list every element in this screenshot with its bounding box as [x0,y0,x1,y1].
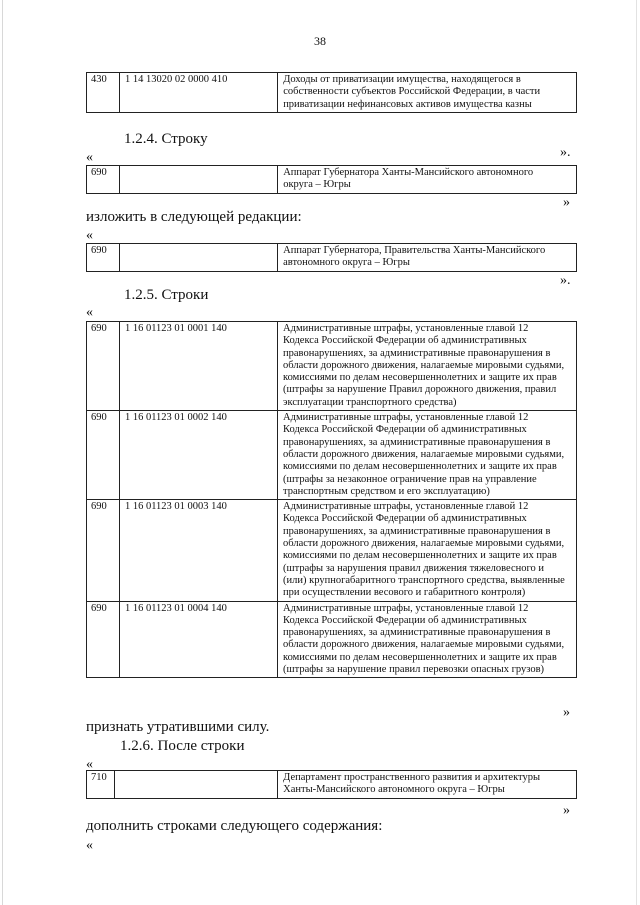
admin-code-cell: 690 [87,500,120,601]
description-line: автономного округа – Югры [283,257,410,269]
closing-quote: ». [560,145,571,160]
description-line: области дорожного движения, налагаемые мировыми судьями, [283,359,565,371]
description-cell [278,771,577,799]
description-line: Кодекса Российской Федерации об административных [283,614,527,626]
table-row [87,500,577,601]
description-line: комиссиями по делам несовершеннолетних и защите их прав [283,372,557,384]
description-line: Аппарат Губернатора Ханты-Мансийского автономного [283,167,534,178]
admin-code-cell: 690 [87,411,120,500]
kbk-code-cell: 1 14 13020 02 0000 410 [119,73,277,113]
closing-quote: » [563,195,570,210]
description-cell [278,73,577,113]
description-line: Департамент пространственного развития и архитектуры [283,772,541,783]
closing-quote: » [563,705,570,720]
kbk-code-cell [119,166,277,194]
description-line: Административные штрафы, установленные главой 12 [283,501,529,513]
description-cell [278,411,577,500]
admin-code-cell: 690 [87,244,120,272]
description-line: комиссиями по делам несовершеннолетних и защите их прав [283,651,557,663]
table-body [87,73,577,113]
description-line: округа – Югры [283,179,351,191]
admin-code-cell: 710 [87,771,115,799]
description-line: Административные штрафы, установленные главой 12 [283,323,529,334]
description-line: правонарушениях, за административные правонарушения в [283,525,551,537]
kbk-code-cell [119,244,277,272]
scan-edge-left [2,0,3,905]
description-line: Доходы от приватизации имущества, находящегося в [283,74,521,85]
table-row [87,771,577,799]
description-line: (штрафы за нарушение правил перевозки опасных грузов) [283,664,545,676]
kbk-code-cell: 1 16 01123 01 0004 140 [119,601,277,678]
description-line: эксплуатации транспортного средства) [283,396,457,408]
table-body [87,244,577,272]
description-cell [278,166,577,194]
table-body [87,771,577,799]
description-line: Кодекса Российской Федерации об административных [283,335,527,347]
description-line: (штрафы за нарушения правил движения тяжеловесного и [283,562,545,574]
description-line: (или) крупногабаритного транспортного средства, выявленные [283,574,565,586]
table-row [87,411,577,500]
description-line: Кодекса Российской Федерации об административных [283,513,527,525]
description-line: комиссиями по делам несовершеннолетних и защите их прав [283,461,557,473]
description-line: приватизации нефинансовых активов имущества казны [283,98,532,110]
admin-code-cell: 430 [87,73,120,113]
table-row [87,244,577,272]
description-line: правонарушениях, за административные правонарушения в [283,436,551,448]
description-line: Кодекса Российской Федерации об административных [283,424,527,436]
description-line: области дорожного движения, налагаемые мировыми судьями, [283,448,565,460]
closing-quote: » [563,803,570,818]
table-row [87,601,577,678]
description-line: области дорожного движения, налагаемые мировыми судьями, [283,538,565,550]
opening-quote: « [86,838,93,853]
admin-code-cell: 690 [87,166,120,194]
description-line: транспортным средством и его эксплуатацию) [283,485,490,497]
table-710 [86,770,577,799]
description-cell [278,601,577,678]
description-line: Административные штрафы, установленные главой 12 [283,412,529,424]
table-fines [86,321,577,678]
description-cell [278,244,577,272]
description-line: при осуществлении весового и габаритного контроля) [283,587,526,599]
section-heading-1-2-4: 1.2.4. Строку [124,131,208,147]
admin-code-cell: 690 [87,601,120,678]
kbk-code-cell: 1 16 01123 01 0001 140 [119,322,277,411]
description-cell [278,500,577,601]
edit-instruction: изложить в следующей редакции: [86,209,302,225]
scan-edge-right [636,0,637,905]
description-line: Аппарат Губернатора, Правительства Ханты-Мансийского [283,245,546,256]
description-line: области дорожного движения, налагаемые мировыми судьями, [283,639,565,651]
page-number: 38 [314,34,326,48]
section-heading-1-2-5: 1.2.5. Строки [124,287,209,303]
table-690-old [86,165,577,194]
opening-quote: « [86,757,93,772]
description-line: собственности субъектов Российской Федерации, в части [283,86,541,98]
kbk-code-cell: 1 16 01123 01 0003 140 [119,500,277,601]
description-line: (штрафы за нарушение Правил дорожного движения, правил [283,384,557,396]
kbk-code-cell [114,771,277,799]
void-instruction: признать утратившими силу. [86,719,270,735]
opening-quote: « [86,228,93,243]
opening-quote: « [86,305,93,320]
description-line: правонарушениях, за административные правонарушения в [283,347,551,359]
section-heading-1-2-6: 1.2.6. После строки [120,738,245,754]
table-body [87,322,577,678]
description-line: (штрафы за незаконное ограничение прав на управление [283,473,537,485]
opening-quote: « [86,150,93,165]
table-430 [86,72,577,113]
table-row [87,73,577,113]
closing-quote: ». [560,273,571,288]
table-body [87,166,577,194]
description-line: комиссиями по делам несовершеннолетних и защите их прав [283,550,557,562]
description-line: Административные штрафы, установленные главой 12 [283,602,529,614]
table-row [87,322,577,411]
description-cell [278,322,577,411]
table-row [87,166,577,194]
kbk-code-cell: 1 16 01123 01 0002 140 [119,411,277,500]
description-line: Ханты-Мансийского автономного округа – Югры [283,784,505,796]
table-690-new [86,243,577,272]
admin-code-cell: 690 [87,322,120,411]
add-instruction: дополнить строками следующего содержания: [86,818,383,834]
description-line: правонарушениях, за административные правонарушения в [283,627,551,639]
